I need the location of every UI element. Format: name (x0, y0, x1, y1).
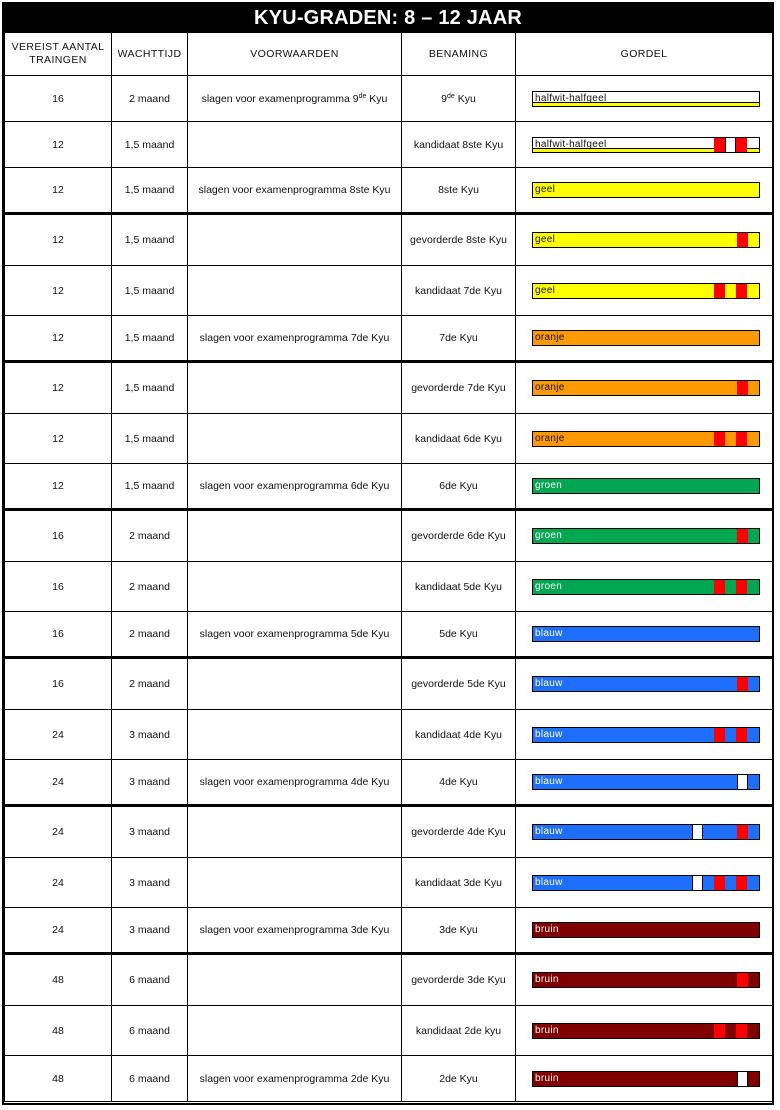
cell-trainingen-text: 16 (52, 628, 64, 640)
cell-trainingen (5, 760, 112, 806)
cell-voorwaarden (188, 168, 402, 214)
cell-trainingen-text: 12 (52, 184, 64, 196)
cell-trainingen (5, 464, 112, 510)
header-trainingen: VEREIST AANTAL TRAINGEN (5, 33, 112, 76)
cell-voorwaarden-text: slagen voor examenprogramma 6de Kyu (199, 480, 390, 492)
cell-voorwaarden-text: slagen voor examenprogramma 2de Kyu (199, 1072, 390, 1085)
table-row (5, 858, 773, 908)
cell-benaming-text: 5de Kyu (439, 628, 478, 640)
header-wachttijd: WACHTTIJD (112, 33, 188, 76)
belt-label: blauw (535, 728, 563, 740)
cell-benaming (402, 316, 516, 362)
belt-geel (532, 182, 760, 198)
table-row (5, 266, 773, 316)
belt-label: bruin (535, 1072, 559, 1084)
belt-stripe-white (737, 1072, 748, 1086)
cell-wachttijd-text: 1,5 maand (124, 284, 175, 297)
cell-benaming (402, 168, 516, 214)
cell-trainingen (5, 168, 112, 214)
cell-benaming-text: gevorderde 4de Kyu (411, 826, 506, 838)
table-row (5, 362, 773, 414)
belt-halfwit-halfgeel (532, 91, 760, 107)
cell-wachttijd (112, 710, 188, 760)
belt-stripe-red (714, 138, 725, 152)
belt-label: bruin (535, 1024, 559, 1036)
cell-wachttijd-text: 1,5 maand (124, 184, 175, 196)
cell-gordel (516, 858, 773, 908)
cell-benaming-text: kandidaat 7de Kyu (415, 284, 502, 297)
belt-stripe-red (736, 138, 747, 152)
cell-benaming (402, 510, 516, 562)
ordinal-suffix: de (447, 92, 455, 100)
cell-trainingen (5, 806, 112, 858)
belt-stripe-red (737, 233, 748, 247)
cell-benaming (402, 214, 516, 266)
cell-benaming-text: 7de Kyu (439, 332, 478, 344)
belt-label: bruin (535, 924, 559, 935)
belt-stripe-red (736, 876, 747, 890)
cell-voorwaarden-text: slagen voor examenprogramma 5de Kyu (199, 628, 390, 640)
belt-stripe-base (725, 284, 736, 298)
belt-stripe-red (714, 728, 725, 742)
cell-wachttijd (112, 266, 188, 316)
suffix-text: Kyu (366, 92, 388, 105)
cell-wachttijd (112, 168, 188, 214)
table-row (5, 710, 773, 760)
table-row (5, 760, 773, 806)
cell-benaming (402, 760, 516, 806)
cell-wachttijd-text: 3 maand (129, 776, 170, 788)
belt-blauw (532, 626, 760, 642)
cell-wachttijd-text: 6 maand (129, 974, 170, 986)
cell-trainingen (5, 1056, 112, 1102)
cell-voorwaarden-text: slagen voor examenprogramma 9 (201, 92, 359, 105)
cell-wachttijd (112, 806, 188, 858)
cell-voorwaarden-text: slagen voor examenprogramma 4de Kyu (199, 776, 390, 788)
belt-oranje (532, 330, 760, 346)
page-title: KYU-GRADEN: 8 – 12 JAAR (4, 4, 772, 32)
cell-wachttijd (112, 76, 188, 122)
cell-trainingen (5, 266, 112, 316)
cell-benaming (402, 1006, 516, 1056)
belt-label: geel (535, 284, 556, 296)
cell-wachttijd (112, 316, 188, 362)
belt-label: blauw (535, 628, 563, 639)
cell-voorwaarden (188, 710, 402, 760)
cell-benaming-text: gevorderde 7de Kyu (411, 382, 506, 394)
cell-voorwaarden (188, 414, 402, 464)
cell-voorwaarden-text: slagen voor examenprogramma 8ste Kyu (198, 184, 391, 196)
cell-benaming-text: kandidaat 8ste Kyu (413, 138, 504, 151)
header-gordel: GORDEL (516, 33, 773, 76)
cell-trainingen-text: 16 (52, 678, 64, 690)
belt-label: oranje (535, 432, 565, 444)
table-body (5, 76, 773, 1102)
cell-voorwaarden (188, 1056, 402, 1102)
table-header-row (5, 33, 773, 76)
belt-groen (532, 478, 760, 494)
belt-oranje (532, 380, 760, 396)
cell-trainingen (5, 1006, 112, 1056)
cell-voorwaarden (188, 562, 402, 612)
cell-voorwaarden (188, 806, 402, 858)
cell-wachttijd-text: 3 maand (129, 924, 170, 936)
belt-label: oranje (535, 382, 565, 393)
cell-gordel (516, 122, 773, 168)
cell-trainingen-text: 48 (52, 1024, 64, 1037)
cell-benaming (402, 464, 516, 510)
cell-trainingen (5, 954, 112, 1006)
cell-gordel (516, 414, 773, 464)
belt-label: blauw (535, 826, 563, 837)
belt-stripe-red (714, 580, 725, 594)
belt-label: geel (535, 184, 556, 195)
cell-voorwaarden (188, 122, 402, 168)
table-row (5, 658, 773, 710)
cell-benaming (402, 562, 516, 612)
cell-trainingen-text: 12 (52, 138, 64, 151)
belt-label: bruin (535, 974, 559, 985)
belt-label: geel (535, 234, 556, 245)
cell-wachttijd-text: 1,5 maand (124, 382, 175, 394)
cell-gordel (516, 908, 773, 954)
cell-benaming (402, 122, 516, 168)
cell-wachttijd-text: 2 maand (129, 580, 170, 593)
cell-wachttijd (112, 414, 188, 464)
cell-wachttijd-text: 3 maand (129, 826, 170, 838)
belt-blauw (532, 774, 760, 790)
belt-stripe-red (714, 432, 725, 446)
cell-trainingen (5, 414, 112, 464)
cell-trainingen (5, 362, 112, 414)
cell-wachttijd-text: 2 maand (129, 530, 170, 542)
cell-trainingen (5, 908, 112, 954)
cell-voorwaarden (188, 316, 402, 362)
belt-groen (532, 579, 760, 595)
cell-wachttijd-text: 1,5 maand (124, 138, 175, 151)
belt-blauw (532, 875, 760, 891)
cell-benaming (402, 362, 516, 414)
cell-benaming-text: gevorderde 8ste Kyu (410, 234, 507, 246)
cell-wachttijd-text: 3 maand (129, 876, 170, 889)
cell-wachttijd (112, 510, 188, 562)
table-row (5, 122, 773, 168)
cell-gordel (516, 612, 773, 658)
cell-voorwaarden-text: slagen voor examenprogramma 3de Kyu (199, 924, 390, 936)
cell-wachttijd (112, 214, 188, 266)
belt-stripe-red (737, 381, 748, 395)
header-voorwaarden: VOORWAARDEN (188, 33, 402, 76)
cell-gordel (516, 710, 773, 760)
belt-stripe-red (714, 284, 725, 298)
cell-wachttijd (112, 362, 188, 414)
belt-stripe-white (692, 825, 703, 839)
cell-benaming-text: gevorderde 5de Kyu (411, 678, 506, 690)
cell-trainingen (5, 214, 112, 266)
cell-wachttijd (112, 760, 188, 806)
cell-wachttijd-text: 1,5 maand (124, 480, 175, 492)
belt-bruin (532, 1023, 760, 1039)
ordinal-suffix: de (358, 92, 367, 100)
cell-gordel (516, 76, 773, 122)
belt-label: blauw (535, 776, 563, 787)
cell-benaming (402, 414, 516, 464)
cell-gordel (516, 464, 773, 510)
cell-benaming (402, 806, 516, 858)
table-row (5, 1006, 773, 1056)
cell-trainingen-text: 24 (52, 924, 64, 936)
cell-voorwaarden (188, 362, 402, 414)
belt-label: blauw (535, 876, 563, 888)
header-benaming: BENAMING (402, 33, 516, 76)
cell-voorwaarden (188, 612, 402, 658)
cell-trainingen-text: 48 (52, 1072, 64, 1085)
table-row (5, 954, 773, 1006)
cell-benaming-text: kandidaat 6de Kyu (415, 432, 502, 445)
cell-benaming (402, 658, 516, 710)
cell-wachttijd-text: 2 maand (129, 92, 170, 105)
table-row (5, 908, 773, 954)
cell-wachttijd-text: 1,5 maand (124, 332, 175, 344)
cell-trainingen (5, 122, 112, 168)
cell-benaming-text: kandidaat 4de Kyu (415, 728, 502, 741)
belt-stripe-white (692, 876, 703, 890)
belt-label: halfwit-halfgeel (535, 138, 607, 150)
table-row (5, 510, 773, 562)
belt-stripe-base (725, 580, 736, 594)
belt-stripe-red (736, 728, 747, 742)
belt-label: groen (535, 480, 563, 491)
belt-groen (532, 528, 760, 544)
cell-benaming (402, 858, 516, 908)
cell-trainingen (5, 658, 112, 710)
cell-gordel (516, 1056, 773, 1102)
cell-wachttijd (112, 858, 188, 908)
cell-voorwaarden (188, 1006, 402, 1056)
cell-wachttijd (112, 908, 188, 954)
cell-voorwaarden (188, 266, 402, 316)
belt-label: halfwit-halfgeel (535, 92, 607, 104)
cell-trainingen (5, 612, 112, 658)
cell-trainingen (5, 562, 112, 612)
cell-wachttijd (112, 562, 188, 612)
cell-trainingen-text: 12 (52, 284, 64, 297)
table-row (5, 168, 773, 214)
cell-gordel (516, 168, 773, 214)
cell-trainingen (5, 710, 112, 760)
belt-stripe-red (736, 580, 747, 594)
cell-gordel (516, 806, 773, 858)
cell-benaming-text: 8ste Kyu (438, 184, 479, 196)
cell-gordel (516, 214, 773, 266)
kyu-grades-sheet (2, 2, 774, 1105)
belt-stripe-base (725, 432, 736, 446)
cell-benaming-text: 4de Kyu (439, 776, 478, 788)
cell-trainingen-text: 24 (52, 826, 64, 838)
cell-gordel (516, 954, 773, 1006)
belt-stripe-red (736, 1024, 747, 1038)
cell-trainingen-text: 12 (52, 234, 64, 246)
belt-label: groen (535, 530, 563, 541)
cell-wachttijd (112, 658, 188, 710)
cell-wachttijd (112, 122, 188, 168)
belt-stripe-red (736, 432, 747, 446)
cell-voorwaarden (188, 76, 402, 122)
cell-gordel (516, 1006, 773, 1056)
table-row (5, 612, 773, 658)
belt-stripe-base (725, 1024, 736, 1038)
cell-benaming-text: 2de Kyu (439, 1072, 478, 1085)
belt-stripe-red (737, 973, 748, 987)
belt-halfwit-halfgeel (532, 137, 760, 153)
cell-trainingen-text: 24 (52, 728, 64, 741)
belt-stripe-red (737, 677, 748, 691)
belt-stripe-red (714, 1024, 725, 1038)
cell-voorwaarden (188, 760, 402, 806)
belt-geel (532, 232, 760, 248)
belt-blauw (532, 676, 760, 692)
belt-stripe-red (736, 284, 747, 298)
cell-wachttijd (112, 1006, 188, 1056)
cell-voorwaarden (188, 858, 402, 908)
suffix-text: Kyu (454, 92, 476, 105)
cell-gordel (516, 316, 773, 362)
cell-wachttijd-text: 2 maand (129, 678, 170, 690)
cell-trainingen (5, 316, 112, 362)
belt-blauw (532, 727, 760, 743)
cell-gordel (516, 266, 773, 316)
cell-benaming (402, 710, 516, 760)
cell-gordel (516, 658, 773, 710)
cell-wachttijd-text: 2 maand (129, 628, 170, 640)
cell-wachttijd-text: 3 maand (129, 728, 170, 741)
belt-stripe-red (714, 876, 725, 890)
cell-benaming-text: 3de Kyu (439, 924, 478, 936)
cell-benaming-text: gevorderde 6de Kyu (411, 530, 506, 542)
belt-label: blauw (535, 678, 563, 689)
cell-benaming (402, 908, 516, 954)
table-row (5, 1056, 773, 1102)
cell-benaming-text: 6de Kyu (439, 480, 478, 492)
belt-stripe-base (725, 876, 736, 890)
table-row (5, 214, 773, 266)
cell-benaming-text: gevorderde 3de Kyu (411, 974, 506, 986)
cell-wachttijd-text: 1,5 maand (124, 234, 175, 246)
belt-label: groen (535, 580, 563, 592)
cell-trainingen (5, 510, 112, 562)
cell-trainingen-text: 24 (52, 876, 64, 889)
cell-benaming-text: 9 (441, 92, 448, 105)
belt-bruin (532, 1071, 760, 1087)
cell-trainingen (5, 858, 112, 908)
cell-wachttijd-text: 6 maand (129, 1072, 170, 1085)
cell-gordel (516, 362, 773, 414)
cell-gordel (516, 510, 773, 562)
cell-voorwaarden (188, 908, 402, 954)
cell-benaming (402, 1056, 516, 1102)
cell-wachttijd (112, 954, 188, 1006)
belt-label: oranje (535, 332, 565, 343)
belt-stripe-red (737, 825, 748, 839)
cell-benaming (402, 76, 516, 122)
cell-voorwaarden (188, 214, 402, 266)
belt-bruin (532, 972, 760, 988)
belt-stripe-white (725, 138, 736, 152)
cell-gordel (516, 760, 773, 806)
table-row (5, 562, 773, 612)
cell-trainingen-text: 48 (52, 974, 64, 986)
cell-voorwaarden (188, 510, 402, 562)
cell-voorwaarden-text: slagen voor examenprogramma 7de Kyu (199, 332, 390, 344)
belt-oranje (532, 431, 760, 447)
belt-geel (532, 283, 760, 299)
cell-voorwaarden (188, 464, 402, 510)
cell-gordel (516, 562, 773, 612)
table-row (5, 76, 773, 122)
cell-benaming (402, 266, 516, 316)
belt-blauw (532, 824, 760, 840)
cell-trainingen-text: 12 (52, 432, 64, 445)
cell-trainingen-text: 12 (52, 480, 64, 492)
cell-trainingen-text: 12 (52, 382, 64, 394)
cell-trainingen-text: 24 (52, 776, 64, 788)
grades-table (4, 32, 773, 1102)
belt-stripe-white (737, 775, 748, 789)
cell-wachttijd (112, 464, 188, 510)
belt-stripe-base (725, 728, 736, 742)
belt-stripe-red (737, 529, 748, 543)
cell-wachttijd (112, 1056, 188, 1102)
cell-wachttijd (112, 612, 188, 658)
cell-trainingen-text: 16 (52, 580, 64, 593)
table-row (5, 316, 773, 362)
cell-trainingen (5, 76, 112, 122)
cell-voorwaarden (188, 954, 402, 1006)
cell-voorwaarden (188, 658, 402, 710)
cell-benaming-text: kandidaat 3de Kyu (415, 876, 502, 889)
cell-wachttijd-text: 6 maand (129, 1024, 170, 1037)
belt-bruin (532, 922, 760, 938)
cell-benaming (402, 612, 516, 658)
table-row (5, 414, 773, 464)
cell-trainingen-text: 12 (52, 332, 64, 344)
cell-benaming-text: kandidaat 5de Kyu (415, 580, 502, 593)
cell-wachttijd-text: 1,5 maand (124, 432, 175, 445)
cell-trainingen-text: 16 (52, 530, 64, 542)
table-row (5, 464, 773, 510)
cell-benaming (402, 954, 516, 1006)
table-row (5, 806, 773, 858)
cell-benaming-text: kandidaat 2de kyu (415, 1024, 502, 1037)
cell-trainingen-text: 16 (52, 92, 64, 105)
